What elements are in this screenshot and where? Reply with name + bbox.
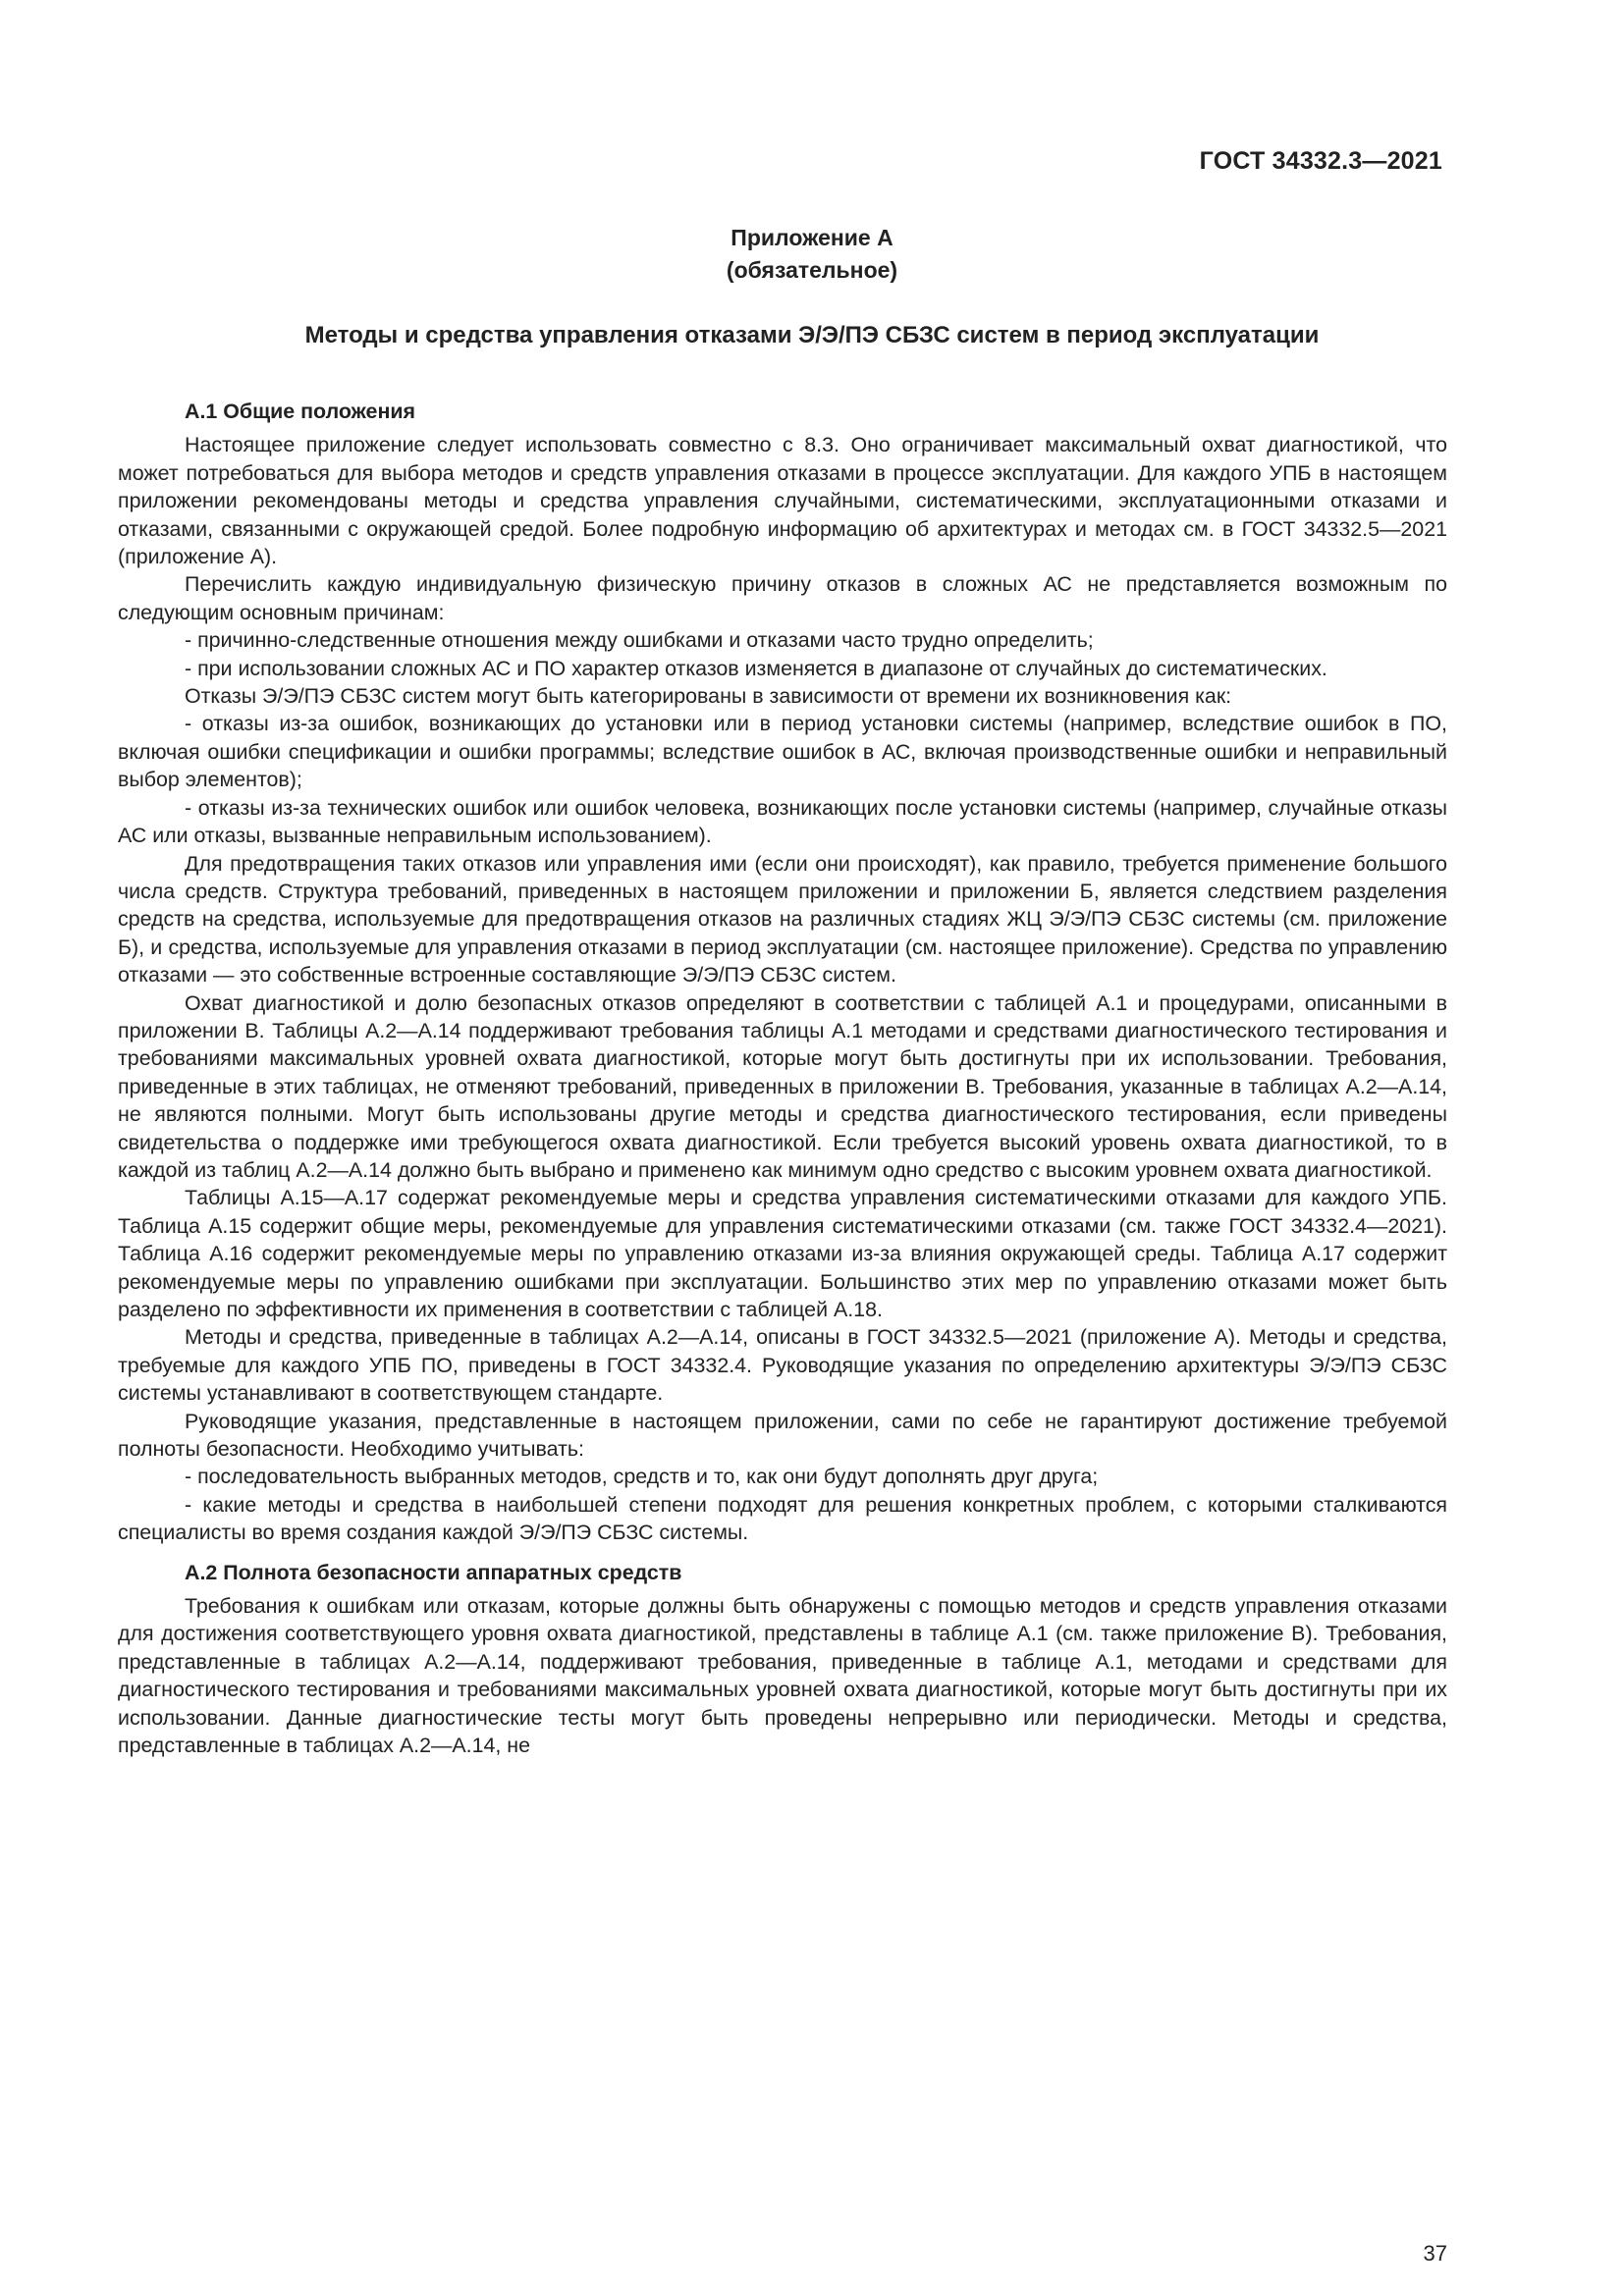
paragraph: Руководящие указания, представленные в настоящем приложении, сами по себе не гарантируют достижение требуемой полноты безопасности. Необходимо учитывать: bbox=[118, 1409, 1447, 1462]
list-item: - отказы из-за технических ошибок или ошибок человека, возникающих после установки системы (например, случайные отказы АС или отказы, вызванные неправильным использованием). bbox=[118, 795, 1447, 848]
paragraph: Перечислить каждую индивидуальную физическую причину отказов в сложных АС не представляется возможным по следующим основным причинам: bbox=[118, 572, 1447, 624]
paragraph: Охват диагностикой и долю безопасных отказов определяют в соответствии с таблицей А.1 и процедурами, описанными в приложении В. Таблицы А.2—А.14 поддерживают требования таблицы А.1 методами и средствами диагностического тестирования и требованиями максимальных уровней охвата диагностикой, которые могут быть достигнуты при их использовании. Требования, приведенные в этих таблицах, не отменяют требований, приведенных в приложении В. Требования, указанные в таблицах А.2—А.14, не являются полными. Могут быть использованы другие методы и средства диагностического тестирования, если приведены свидетельства о поддержке ими требующегося охвата диагностикой. Если требуется высокий уровень охвата диагностикой, то в каждой из таблиц А.2—А.14 должно быть выбрано и применено как минимум одно средство с высоким уровнем охвата диагностикой. bbox=[118, 990, 1447, 1182]
paragraph: Для предотвращения таких отказов или управления ими (если они происходят), как правило, требуется применение большого числа средств. Структура требований, приведенных в настоящем приложении и приложении Б, является следствием разделения средств на средства, используемые для предотвращения отказов на различных стадиях ЖЦ Э/Э/ПЭ СБЗС системы (см. приложение Б), и средства, используемые для управления отказами в период эксплуатации (см. настоящее приложение). Средства по управлению отказами — это собственные встроенные составляющие Э/Э/ПЭ СБЗС систем. bbox=[118, 851, 1447, 988]
paragraph: Методы и средства, приведенные в таблицах А.2—А.14, описаны в ГОСТ 34332.5—2021 (приложение А). Методы и средства, требуемые для каждого УПБ ПО, приведены в ГОСТ 34332.4. Руководящие указания по определению архитектуры Э/Э/ПЭ СБЗС системы устанавливают в соответствующем стандарте. bbox=[118, 1325, 1447, 1406]
page-number: 37 bbox=[1423, 2241, 1447, 2266]
annex-title: Методы и средства управления отказами Э/Э/ПЭ СБЗС систем в период эксплуатации bbox=[304, 322, 1320, 348]
annex-heading bbox=[0, 222, 1624, 287]
list-item: - отказы из-за ошибок, возникающих до установки или в период установки системы (например, вследствие ошибок в ПО, включая ошибки спецификации и ошибки программы; вследствие ошибок в АС, включая производственные ошибки и неправильный выбор элементов); bbox=[118, 712, 1447, 792]
list-item: - причинно-следственные отношения между ошибками и отказами часто трудно определить; bbox=[185, 628, 1094, 653]
paragraph: Отказы Э/Э/ПЭ СБЗС систем могут быть категорированы в зависимости от времени их возникновения как: bbox=[185, 684, 1232, 709]
section-heading-a2: А.2 Полнота безопасности аппаратных средств bbox=[185, 1560, 682, 1584]
section-heading-a1: А.1 Общие положения bbox=[185, 400, 415, 423]
list-item: - при использовании сложных АС и ПО характер отказов изменяется в диапазоне от случайных до систематических. bbox=[185, 656, 1327, 680]
paragraph: Настоящее приложение следует использовать совместно с 8.3. Оно ограничивает максимальный охват диагностикой, что может потребоваться для выбора методов и средств управления отказами в процессе эксплуатации. Для каждого УПБ в настоящем приложении рекомендованы методы и средства управления случайными, систематическими, эксплуатационными отказами и отказами, связанными с окружающей средой. Более подробную информацию об архитектурах и методах см. в ГОСТ 34332.5—2021 (приложение А). bbox=[118, 433, 1447, 569]
list-item: - какие методы и средства в наибольшей степени подходят для решения конкретных проблем, с которыми сталкиваются специалисты во время создания каждой Э/Э/ПЭ СБЗС системы. bbox=[118, 1492, 1447, 1545]
paragraph: Требования к ошибкам или отказам, которые должны быть обнаружены с помощью методов и средств управления отказами для достижения соответствующего уровня охвата диагностикой, представлены в таблице А.1 (см. также приложение В). Требования, представленные в таблицах А.2—А.14, поддерживают требования, приведенные в таблице А.1, методами и средствами для диагностического тестирования и требованиями максимальных уровней охвата диагностикой, которые могут быть достигнуты при их использовании. Данные диагностические тесты могут быть проведены непрерывно или периодически. Методы и средства, представленные в таблицах А.2—А.14, не bbox=[118, 1594, 1447, 1758]
document-body bbox=[118, 398, 1447, 1760]
standard-code-header: ГОСТ 34332.3—2021 bbox=[1199, 147, 1442, 175]
paragraph: Таблицы А.15—А.17 содержат рекомендуемые меры и средства управления систематическими отказами для каждого УПБ. Таблица А.15 содержит общие меры, рекомендуемые для управления систематическими отказами (см. также ГОСТ 34332.4—2021). Таблица А.16 содержит рекомендуемые меры по управлению отказами из-за влияния окружающей среды. Таблица А.17 содержит рекомендуемые меры по управлению ошибками при эксплуатации. Большинство этих мер по управлению отказами может быть разделено по эффективности их применения в соответствии с таблицей А.18. bbox=[118, 1186, 1447, 1321]
annex-status: (обязательное) bbox=[726, 257, 898, 283]
list-item: - последовательность выбранных методов, средств и то, как они будут дополнять друг друга; bbox=[185, 1465, 1099, 1489]
annex-label: Приложение А bbox=[731, 225, 893, 250]
